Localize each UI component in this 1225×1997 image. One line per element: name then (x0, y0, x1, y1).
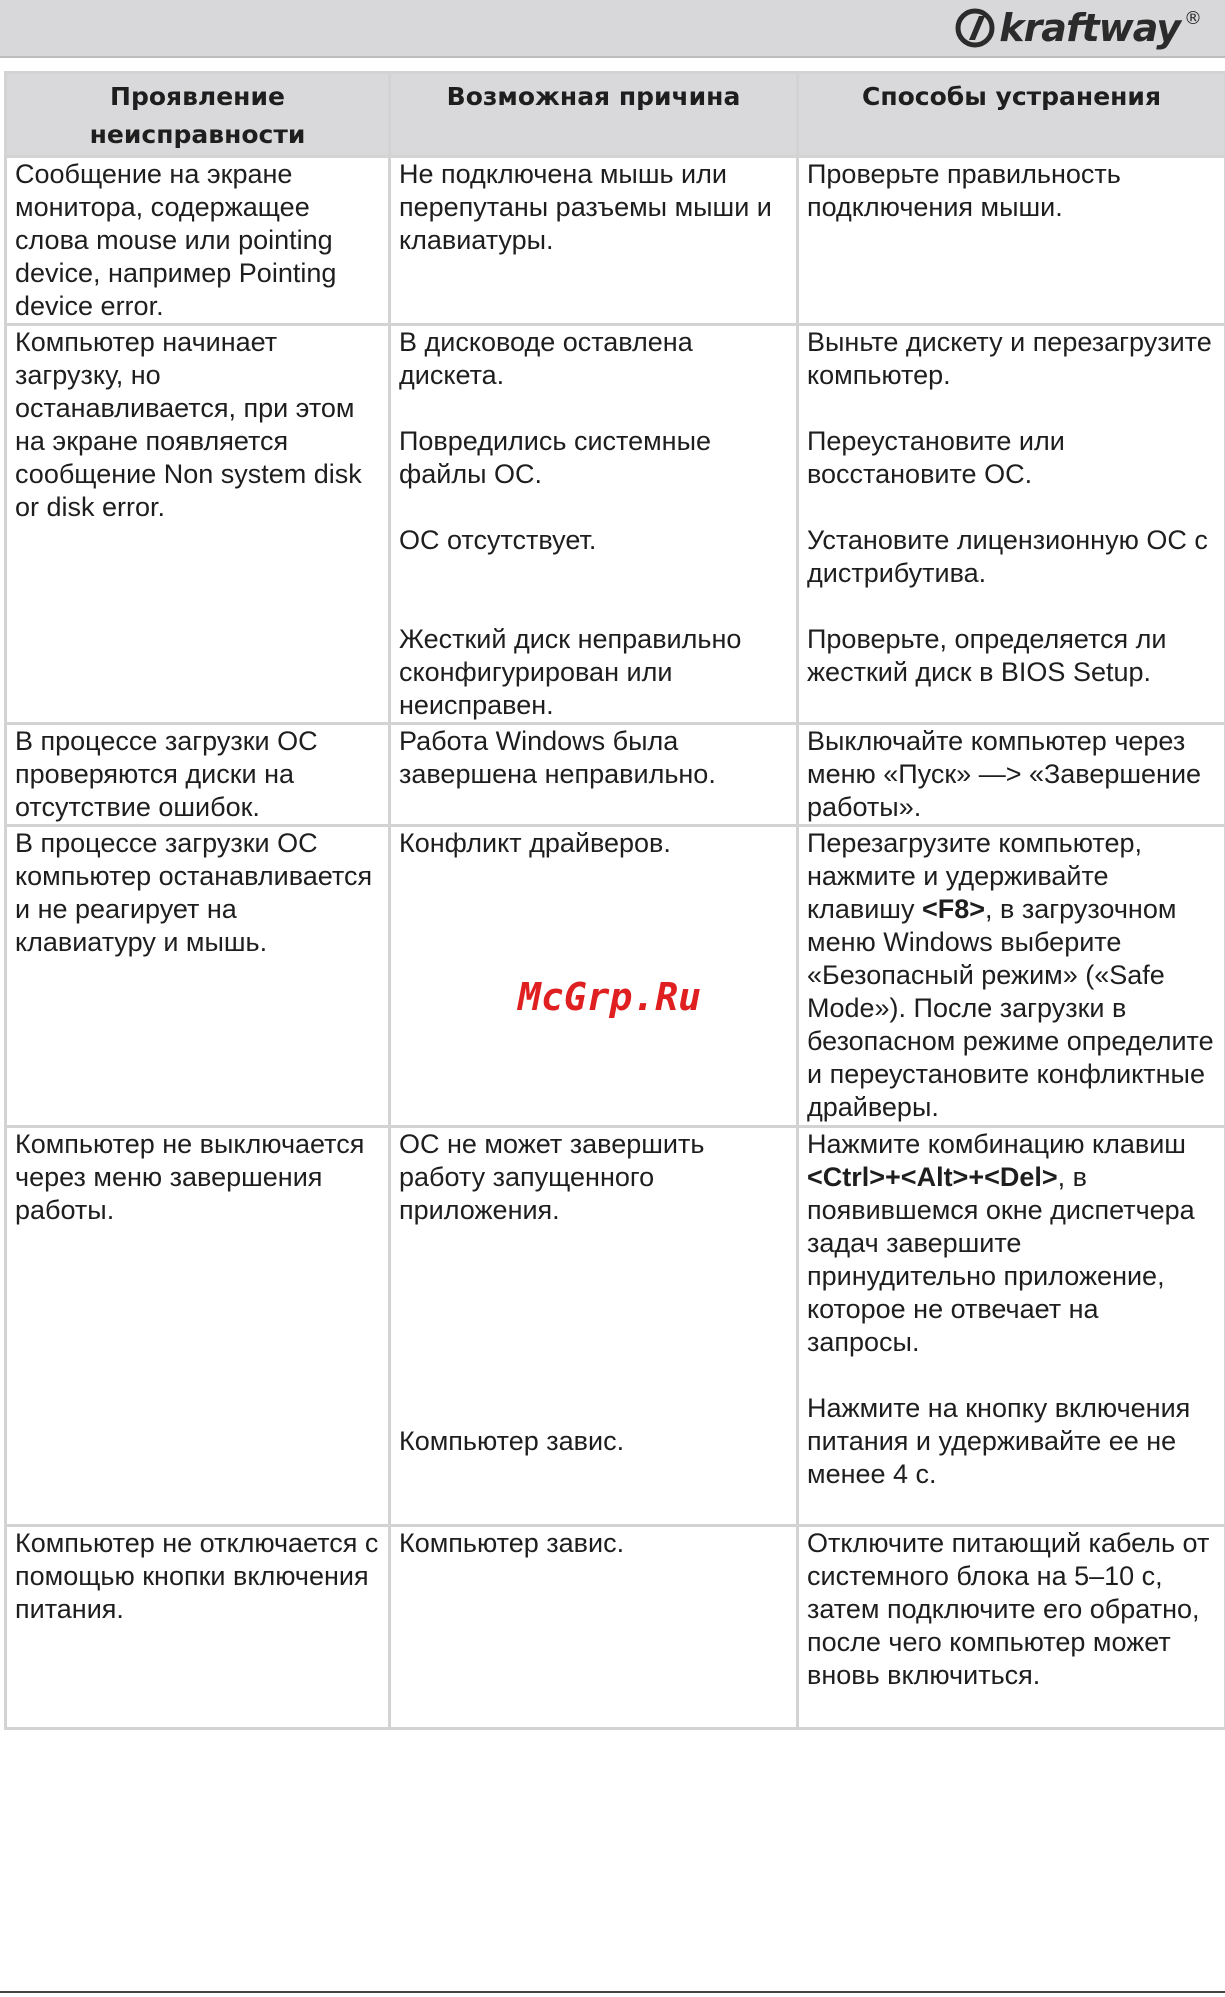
header-band (0, 0, 1225, 58)
remedy-cell (798, 1526, 1225, 1729)
cause-cell (390, 1526, 798, 1729)
remedy-cell (798, 157, 1225, 325)
cause-text: Компьютер завис. (399, 1528, 625, 1558)
symptom-cell: Компьютер не отключается с помощью кнопки включения питания. (6, 1526, 390, 1729)
header-cause: Возможная причина (390, 73, 798, 157)
remedy-text: Выньте дискету и перезагрузите компьютер. (807, 327, 1212, 390)
cause-text: ОС не может завершить работу запущенного приложения. (399, 1129, 705, 1225)
cause-cell (390, 1127, 798, 1526)
symptom-cell: Компьютер начинает загрузку, но останавливается, при этом на экране появляется сообщение Non system disk or disk error. (6, 325, 390, 724)
remedy-text-after: , в появившемся окне диспетчера задач завершите принудительно приложение, которое не отвечает на запросы. (807, 1162, 1195, 1357)
brand-registered-mark: ® (1184, 8, 1201, 29)
symptom-cell: В процессе загрузки ОС компьютер останавливается и не реагирует на клавиатуру и мышь. (6, 826, 390, 1127)
watermark-text: McGrp.Ru (518, 975, 702, 1019)
header-symptom: Проявление неисправности (6, 73, 390, 157)
table-row (6, 724, 1225, 826)
header-remedy: Способы устранения (798, 73, 1225, 157)
remedy-cell (798, 826, 1225, 1127)
remedy-text: Проверьте, определяется ли жесткий диск в BIOS Setup. (807, 624, 1167, 687)
cause-text: В дисководе оставлена дискета. (399, 327, 693, 390)
symptom-cell: В процессе загрузки ОС проверяются диски на отсутствие ошибок. (6, 724, 390, 826)
symptom-cell: Сообщение на экране монитора, содержащее слова mouse или pointing device, например Pointing device error. (6, 157, 390, 325)
brand-logo (955, 6, 1201, 50)
table-row (6, 1526, 1225, 1729)
cause-text: Компьютер завис. (399, 1426, 625, 1456)
remedy-text: Отключите питающий кабель от системного блока на 5–10 с, затем подключите его обратно, после чего компьютер может вновь включиться. (807, 1528, 1210, 1690)
cause-text: Жесткий диск неправильно сконфигурирован или неисправен. (399, 624, 742, 720)
kraftway-logo-icon (955, 8, 995, 48)
remedy-text-before: Нажмите комбинацию клавиш (807, 1129, 1186, 1159)
remedy-cell (798, 325, 1225, 724)
cause-text: Конфликт драйверов. (399, 828, 671, 858)
brand-name: kraftway (999, 6, 1180, 50)
key-ctrl-alt-del: <Ctrl>+<Alt>+<Del> (807, 1162, 1058, 1192)
troubleshooting-table (4, 71, 1225, 1730)
cause-text: Не подключена мышь или перепутаны разъемы мыши и клавиатуры. (399, 159, 772, 255)
cause-cell (390, 157, 798, 325)
remedy-text: Проверьте правильность подключения мыши. (807, 159, 1121, 222)
symptom-cell: Компьютер не выключается через меню завершения работы. (6, 1127, 390, 1526)
remedy-cell (798, 724, 1225, 826)
remedy-text-before: Перезагрузите компьютер, нажмите и удерживайте клавишу (807, 828, 1142, 924)
cause-text: Повредились системные файлы ОС. (399, 426, 712, 489)
remedy-text: Переустановите или восстановите ОС. (807, 426, 1065, 489)
remedy-text: Установите лицензионную ОС с дистрибутива. (807, 525, 1208, 588)
remedy-cell (798, 1127, 1225, 1526)
cause-text: Работа Windows была завершена неправильно. (399, 726, 716, 789)
table-header-row (6, 73, 1225, 157)
table-row (6, 1127, 1225, 1526)
cause-text: ОС отсутствует. (399, 525, 597, 555)
cause-cell (390, 724, 798, 826)
remedy-text-after: , в загрузочном меню Windows выберите «Безопасный режим» («Safe Mode»). После загрузки в безопасном режиме определите и переустановите конфликтные драйверы. (807, 894, 1214, 1122)
remedy-text: Нажмите на кнопку включения питания и удерживайте ее не менее 4 с. (807, 1393, 1191, 1489)
key-f8: <F8> (921, 894, 986, 924)
footer-divider (0, 1991, 1225, 1993)
table-row (6, 157, 1225, 325)
table-row (6, 325, 1225, 724)
cause-cell (390, 325, 798, 724)
remedy-text: Выключайте компьютер через меню «Пуск» —> «Завершение работы». (807, 726, 1202, 822)
